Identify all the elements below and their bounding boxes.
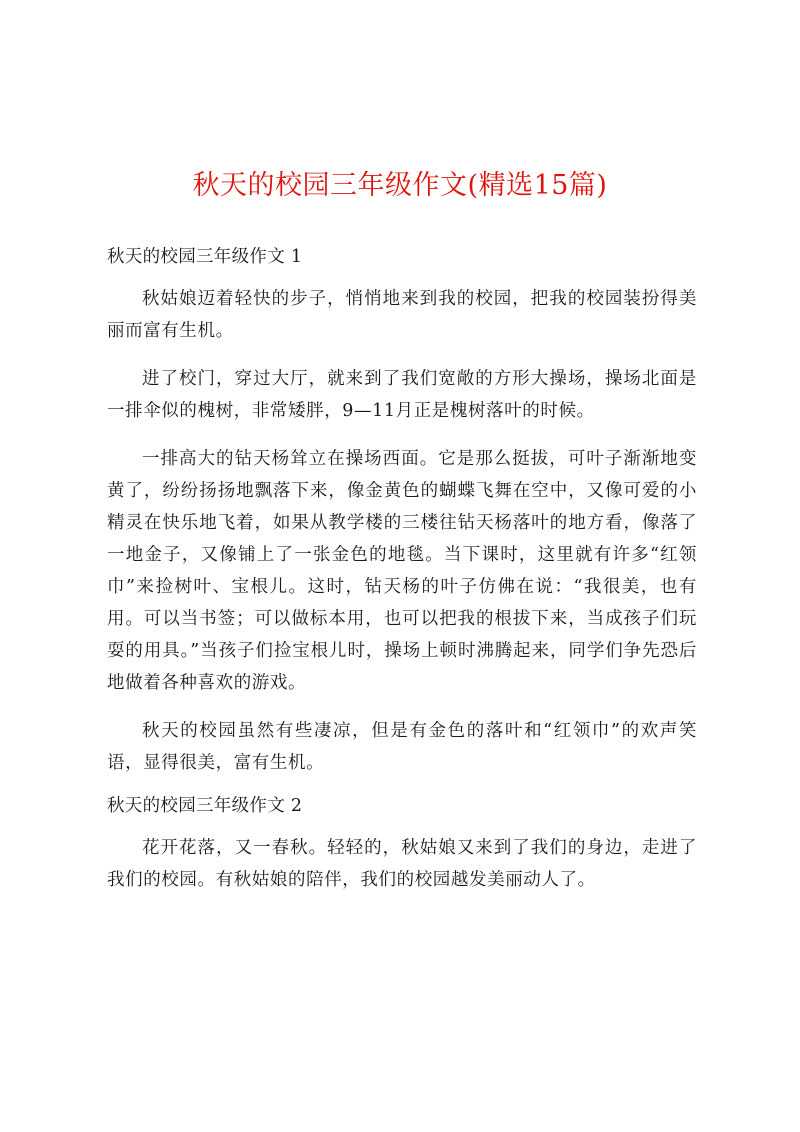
section-heading: 秋天的校园三年级作文 2: [107, 796, 303, 816]
paragraph: 秋姑娘迈着轻快的步子，悄悄地来到我的校园，把我的校园装扮得美丽而富有生机。: [107, 289, 697, 341]
paragraph: 花开花落，又一春秋。轻轻的，秋姑娘又来到了我们的身边，走进了我们的校园。有秋姑娘的陪伴，我们的校园越发美丽动人了。: [107, 838, 697, 890]
paragraph: 一排高大的钻天杨耸立在操场西面。它是那么挺拔，可叶子渐渐地变黄了，纷纷扬扬地飘落下来，像金黄色的蝴蝶飞舞在空中，又像可爱的小精灵在快乐地飞着，如果从教学楼的三楼往钻天杨落叶的地方看，像落了一地金子，又像铺上了一张金色的地毯。当下课时，这里就有许多“红领巾”来捡树叶、宝根儿。这时，钻天杨的叶子仿佛在说：“我很美，也有用。可以当书签；可以做标本用，也可以把我的根拔下来，当成孩子们玩耍的用具。”当孩子们捡宝根儿时，操场上顿时沸腾起来，同学们争先恐后地做着各种喜欢的游戏。: [107, 449, 697, 693]
paragraph: 进了校门，穿过大厅，就来到了我们宽敞的方形大操场，操场北面是一排伞似的槐树，非常矮胖，9—11月正是槐树落叶的时候。: [107, 369, 697, 421]
section-heading: 秋天的校园三年级作文 1: [107, 247, 303, 267]
document-body: [107, 241, 697, 896]
document-title: 秋天的校园三年级作文(精选15篇): [192, 170, 608, 201]
paragraph: 秋天的校园虽然有些凄凉，但是有金色的落叶和“红领巾”的欢声笑语，显得很美，富有生机。: [107, 721, 697, 773]
